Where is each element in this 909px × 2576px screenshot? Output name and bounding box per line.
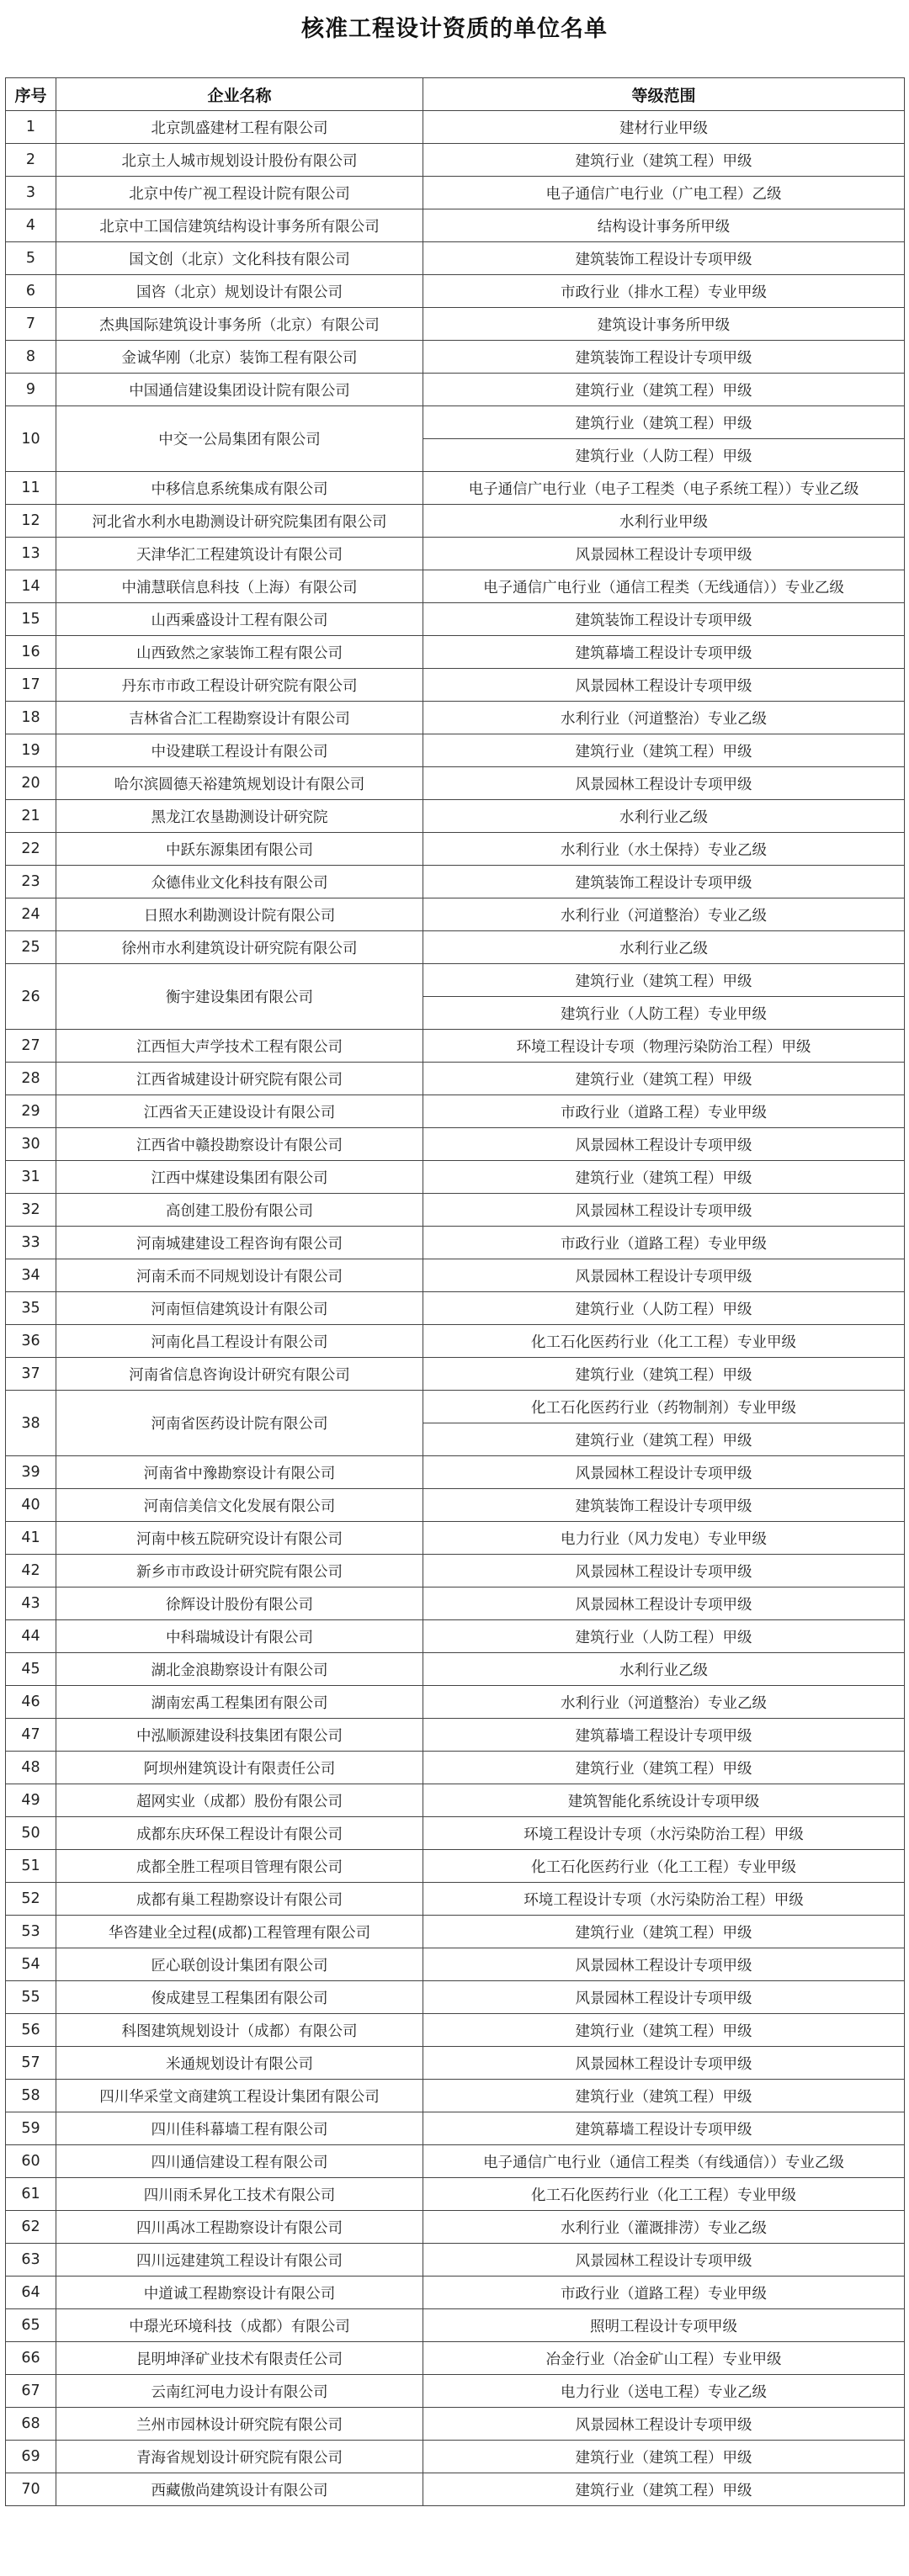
cell-qualification-scope: 风景园林工程设计专项甲级 <box>423 1981 905 2014</box>
cell-company-name: 哈尔滨圆德天裕建筑规划设计有限公司 <box>56 767 423 800</box>
cell-company-name: 中设建联工程设计有限公司 <box>56 734 423 767</box>
cell-serial-number: 20 <box>6 767 56 800</box>
cell-company-name: 湖北金浪勘察设计有限公司 <box>56 1653 423 1686</box>
cell-company-name: 阿坝州建筑设计有限责任公司 <box>56 1752 423 1784</box>
cell-company-name: 江西恒大声学技术工程有限公司 <box>56 1030 423 1063</box>
cell-company-name: 中跃东源集团有限公司 <box>56 833 423 866</box>
table-row <box>6 1194 905 1227</box>
cell-qualification-scope: 环境工程设计专项（物理污染防治工程）甲级 <box>423 1030 905 1063</box>
cell-serial-number: 40 <box>6 1489 56 1522</box>
cell-qualification-scope: 电力行业（风力发电）专业甲级 <box>423 1522 905 1555</box>
cell-company-name: 成都有巢工程勘察设计有限公司 <box>56 1883 423 1916</box>
cell-company-name: 成都全胜工程项目管理有限公司 <box>56 1850 423 1883</box>
table-row <box>6 1063 905 1095</box>
cell-company-name: 河北省水利水电勘测设计研究院集团有限公司 <box>56 505 423 538</box>
cell-company-name: 北京土人城市规划设计股份有限公司 <box>56 144 423 177</box>
cell-qualification-scope: 风景园林工程设计专项甲级 <box>423 1456 905 1489</box>
cell-company-name: 杰典国际建筑设计事务所（北京）有限公司 <box>56 308 423 341</box>
cell-company-name: 青海省规划设计研究院有限公司 <box>56 2441 423 2473</box>
cell-serial-number: 51 <box>6 1850 56 1883</box>
cell-company-name: 中道诚工程勘察设计有限公司 <box>56 2277 423 2309</box>
cell-company-name: 河南省医药设计院有限公司 <box>56 1391 423 1456</box>
cell-company-name: 河南化昌工程设计有限公司 <box>56 1325 423 1358</box>
cell-company-name: 河南省中豫勘察设计有限公司 <box>56 1456 423 1489</box>
cell-company-name: 兰州市园林设计研究院有限公司 <box>56 2408 423 2441</box>
cell-company-name: 华咨建业全过程(成都)工程管理有限公司 <box>56 1916 423 1948</box>
cell-company-name: 西藏傲尚建筑设计有限公司 <box>56 2473 423 2506</box>
cell-qualification-scope: 水利行业甲级 <box>423 505 905 538</box>
cell-qualification-scope: 建筑行业（建筑工程）甲级 <box>423 2441 905 2473</box>
cell-qualification-scope: 建筑行业（人防工程）甲级 <box>423 439 905 472</box>
cell-serial-number: 25 <box>6 931 56 964</box>
cell-serial-number: 37 <box>6 1358 56 1391</box>
table-row <box>6 472 905 505</box>
cell-serial-number: 56 <box>6 2014 56 2047</box>
cell-serial-number: 49 <box>6 1784 56 1817</box>
table-row <box>6 1391 905 1423</box>
table-row <box>6 702 905 734</box>
cell-qualification-scope: 建筑行业（建筑工程）甲级 <box>423 1358 905 1391</box>
table-row <box>6 1587 905 1620</box>
cell-serial-number: 14 <box>6 570 56 603</box>
cell-company-name: 成都东庆环保工程设计有限公司 <box>56 1817 423 1850</box>
cell-company-name: 河南省信息咨询设计研究有限公司 <box>56 1358 423 1391</box>
table-row <box>6 2145 905 2178</box>
cell-qualification-scope: 建筑行业（建筑工程）甲级 <box>423 1063 905 1095</box>
cell-serial-number: 6 <box>6 275 56 308</box>
cell-qualification-scope: 水利行业（河道整治）专业乙级 <box>423 702 905 734</box>
cell-qualification-scope: 建筑行业（人防工程）甲级 <box>423 1292 905 1325</box>
cell-serial-number: 59 <box>6 2112 56 2145</box>
cell-company-name: 河南信美信文化发展有限公司 <box>56 1489 423 1522</box>
cell-qualification-scope: 市政行业（道路工程）专业甲级 <box>423 2277 905 2309</box>
cell-company-name: 吉林省合汇工程勘察设计有限公司 <box>56 702 423 734</box>
table-row <box>6 800 905 833</box>
cell-serial-number: 41 <box>6 1522 56 1555</box>
table-row <box>6 2408 905 2441</box>
cell-company-name: 湖南宏禹工程集团有限公司 <box>56 1686 423 1719</box>
table-row <box>6 111 905 144</box>
cell-company-name: 衡宇建设集团有限公司 <box>56 964 423 1030</box>
cell-qualification-scope: 照明工程设计专项甲级 <box>423 2309 905 2342</box>
cell-serial-number: 66 <box>6 2342 56 2375</box>
table-row <box>6 1653 905 1686</box>
cell-qualification-scope: 风景园林工程设计专项甲级 <box>423 1259 905 1292</box>
cell-company-name: 四川佳科幕墙工程有限公司 <box>56 2112 423 2145</box>
cell-qualification-scope: 建筑幕墙工程设计专项甲级 <box>423 636 905 669</box>
table-row <box>6 374 905 406</box>
cell-company-name: 米通规划设计有限公司 <box>56 2047 423 2080</box>
cell-serial-number: 12 <box>6 505 56 538</box>
cell-qualification-scope: 建筑行业（人防工程）甲级 <box>423 1620 905 1653</box>
cell-qualification-scope: 风景园林工程设计专项甲级 <box>423 2408 905 2441</box>
table-row <box>6 1522 905 1555</box>
cell-serial-number: 21 <box>6 800 56 833</box>
cell-qualification-scope: 建筑行业（建筑工程）甲级 <box>423 2080 905 2112</box>
cell-company-name: 山西乘盛设计工程有限公司 <box>56 603 423 636</box>
cell-serial-number: 42 <box>6 1555 56 1587</box>
table-row <box>6 931 905 964</box>
cell-company-name: 四川雨禾昇化工技术有限公司 <box>56 2178 423 2211</box>
cell-qualification-scope: 风景园林工程设计专项甲级 <box>423 767 905 800</box>
table-body <box>6 111 905 2506</box>
cell-qualification-scope: 建筑行业（建筑工程）甲级 <box>423 734 905 767</box>
cell-company-name: 日照水利勘测设计院有限公司 <box>56 898 423 931</box>
table-row <box>6 1358 905 1391</box>
table-row <box>6 1883 905 1916</box>
cell-qualification-scope: 市政行业（道路工程）专业甲级 <box>423 1227 905 1259</box>
cell-company-name: 四川远建建筑工程设计有限公司 <box>56 2244 423 2277</box>
table-row <box>6 2473 905 2506</box>
cell-qualification-scope: 风景园林工程设计专项甲级 <box>423 1948 905 1981</box>
cell-serial-number: 1 <box>6 111 56 144</box>
table-row <box>6 1916 905 1948</box>
cell-serial-number: 11 <box>6 472 56 505</box>
cell-company-name: 中科瑞城设计有限公司 <box>56 1620 423 1653</box>
cell-qualification-scope: 风景园林工程设计专项甲级 <box>423 1555 905 1587</box>
cell-serial-number: 18 <box>6 702 56 734</box>
cell-serial-number: 55 <box>6 1981 56 2014</box>
cell-qualification-scope: 建筑行业（人防工程）专业甲级 <box>423 997 905 1030</box>
cell-qualification-scope: 建筑装饰工程设计专项甲级 <box>423 866 905 898</box>
cell-serial-number: 68 <box>6 2408 56 2441</box>
cell-qualification-scope: 建筑行业（建筑工程）甲级 <box>423 144 905 177</box>
cell-qualification-scope: 建筑装饰工程设计专项甲级 <box>423 242 905 275</box>
cell-company-name: 四川华采堂文商建筑工程设计集团有限公司 <box>56 2080 423 2112</box>
cell-qualification-scope: 建筑装饰工程设计专项甲级 <box>423 603 905 636</box>
table-row <box>6 177 905 209</box>
cell-serial-number: 67 <box>6 2375 56 2408</box>
table-row <box>6 308 905 341</box>
table-row <box>6 538 905 570</box>
cell-qualification-scope: 建筑行业（建筑工程）甲级 <box>423 1161 905 1194</box>
cell-serial-number: 38 <box>6 1391 56 1456</box>
table-row <box>6 2014 905 2047</box>
cell-qualification-scope: 电力行业（送电工程）专业乙级 <box>423 2375 905 2408</box>
cell-serial-number: 52 <box>6 1883 56 1916</box>
cell-serial-number: 17 <box>6 669 56 702</box>
table-row <box>6 603 905 636</box>
table-row <box>6 1686 905 1719</box>
cell-company-name: 中浦慧联信息科技（上海）有限公司 <box>56 570 423 603</box>
cell-serial-number: 47 <box>6 1719 56 1752</box>
cell-qualification-scope: 建筑行业（建筑工程）甲级 <box>423 374 905 406</box>
cell-serial-number: 4 <box>6 209 56 242</box>
cell-company-name: 江西省天正建设设计有限公司 <box>56 1095 423 1128</box>
table-row <box>6 767 905 800</box>
cell-company-name: 北京凯盛建材工程有限公司 <box>56 111 423 144</box>
table-row <box>6 2178 905 2211</box>
cell-serial-number: 26 <box>6 964 56 1030</box>
cell-qualification-scope: 风景园林工程设计专项甲级 <box>423 2047 905 2080</box>
cell-serial-number: 3 <box>6 177 56 209</box>
cell-company-name: 北京中传广视工程设计院有限公司 <box>56 177 423 209</box>
cell-serial-number: 54 <box>6 1948 56 1981</box>
cell-serial-number: 50 <box>6 1817 56 1850</box>
cell-qualification-scope: 建材行业甲级 <box>423 111 905 144</box>
cell-qualification-scope: 建筑行业（建筑工程）甲级 <box>423 964 905 997</box>
cell-qualification-scope: 风景园林工程设计专项甲级 <box>423 1587 905 1620</box>
cell-company-name: 江西中煤建设集团有限公司 <box>56 1161 423 1194</box>
cell-qualification-scope: 风景园林工程设计专项甲级 <box>423 669 905 702</box>
cell-company-name: 中国通信建设集团设计院有限公司 <box>56 374 423 406</box>
header-company-name: 企业名称 <box>56 78 423 111</box>
cell-qualification-scope: 建筑装饰工程设计专项甲级 <box>423 1489 905 1522</box>
cell-serial-number: 44 <box>6 1620 56 1653</box>
table-row <box>6 1259 905 1292</box>
cell-serial-number: 36 <box>6 1325 56 1358</box>
table-row <box>6 2342 905 2375</box>
cell-serial-number: 45 <box>6 1653 56 1686</box>
cell-qualification-scope: 建筑行业（建筑工程）甲级 <box>423 1752 905 1784</box>
cell-qualification-scope: 电子通信广电行业（电子工程类（电子系统工程））专业乙级 <box>423 472 905 505</box>
table-row <box>6 1948 905 1981</box>
cell-serial-number: 60 <box>6 2145 56 2178</box>
cell-qualification-scope: 化工石化医药行业（药物制剂）专业甲级 <box>423 1391 905 1423</box>
cell-company-name: 江西省中赣投勘察设计有限公司 <box>56 1128 423 1161</box>
cell-serial-number: 29 <box>6 1095 56 1128</box>
table-row <box>6 636 905 669</box>
cell-qualification-scope: 建筑行业（建筑工程）甲级 <box>423 1423 905 1456</box>
cell-serial-number: 15 <box>6 603 56 636</box>
cell-serial-number: 46 <box>6 1686 56 1719</box>
cell-company-name: 国文创（北京）文化科技有限公司 <box>56 242 423 275</box>
table-row <box>6 505 905 538</box>
cell-company-name: 河南中核五院研究设计有限公司 <box>56 1522 423 1555</box>
cell-qualification-scope: 环境工程设计专项（水污染防治工程）甲级 <box>423 1817 905 1850</box>
cell-qualification-scope: 化工石化医药行业（化工工程）专业甲级 <box>423 2178 905 2211</box>
cell-serial-number: 5 <box>6 242 56 275</box>
header-qualification-scope: 等级范围 <box>423 78 905 111</box>
cell-serial-number: 64 <box>6 2277 56 2309</box>
cell-qualification-scope: 建筑行业（建筑工程）甲级 <box>423 1916 905 1948</box>
cell-qualification-scope: 水利行业（水土保持）专业乙级 <box>423 833 905 866</box>
cell-company-name: 中交一公局集团有限公司 <box>56 406 423 472</box>
table-row <box>6 1555 905 1587</box>
cell-serial-number: 27 <box>6 1030 56 1063</box>
cell-serial-number: 70 <box>6 2473 56 2506</box>
table-row <box>6 1817 905 1850</box>
cell-qualification-scope: 化工石化医药行业（化工工程）专业甲级 <box>423 1850 905 1883</box>
cell-serial-number: 10 <box>6 406 56 472</box>
cell-serial-number: 24 <box>6 898 56 931</box>
cell-company-name: 金诚华刚（北京）装饰工程有限公司 <box>56 341 423 374</box>
table-row <box>6 2047 905 2080</box>
cell-company-name: 中泓顺源建设科技集团有限公司 <box>56 1719 423 1752</box>
cell-serial-number: 32 <box>6 1194 56 1227</box>
table-row <box>6 964 905 997</box>
cell-qualification-scope: 水利行业（河道整治）专业乙级 <box>423 1686 905 1719</box>
cell-qualification-scope: 结构设计事务所甲级 <box>423 209 905 242</box>
qualification-table <box>5 77 905 2506</box>
table-row <box>6 1095 905 1128</box>
cell-qualification-scope: 水利行业乙级 <box>423 1653 905 1686</box>
table-row <box>6 2080 905 2112</box>
table-row <box>6 2277 905 2309</box>
cell-qualification-scope: 化工石化医药行业（化工工程）专业甲级 <box>423 1325 905 1358</box>
cell-qualification-scope: 冶金行业（冶金矿山工程）专业甲级 <box>423 2342 905 2375</box>
cell-serial-number: 31 <box>6 1161 56 1194</box>
page-title: 核准工程设计资质的单位名单 <box>301 16 608 42</box>
table-row <box>6 1489 905 1522</box>
cell-company-name: 昆明坤泽矿业技术有限责任公司 <box>56 2342 423 2375</box>
cell-qualification-scope: 电子通信广电行业（通信工程类（无线通信））专业乙级 <box>423 570 905 603</box>
cell-company-name: 匠心联创设计集团有限公司 <box>56 1948 423 1981</box>
cell-qualification-scope: 水利行业（河道整治）专业乙级 <box>423 898 905 931</box>
cell-company-name: 四川禹冰工程勘察设计有限公司 <box>56 2211 423 2244</box>
cell-qualification-scope: 建筑幕墙工程设计专项甲级 <box>423 1719 905 1752</box>
cell-serial-number: 22 <box>6 833 56 866</box>
table-row <box>6 1128 905 1161</box>
cell-company-name: 新乡市市政设计研究院有限公司 <box>56 1555 423 1587</box>
table-row <box>6 1292 905 1325</box>
cell-qualification-scope: 建筑装饰工程设计专项甲级 <box>423 341 905 374</box>
cell-qualification-scope: 风景园林工程设计专项甲级 <box>423 538 905 570</box>
table-row <box>6 2244 905 2277</box>
cell-company-name: 中移信息系统集成有限公司 <box>56 472 423 505</box>
cell-company-name: 山西致然之家装饰工程有限公司 <box>56 636 423 669</box>
cell-qualification-scope: 环境工程设计专项（水污染防治工程）甲级 <box>423 1883 905 1916</box>
cell-qualification-scope: 建筑智能化系统设计专项甲级 <box>423 1784 905 1817</box>
cell-company-name: 徐州市水利建筑设计研究院有限公司 <box>56 931 423 964</box>
cell-company-name: 天津华汇工程建筑设计有限公司 <box>56 538 423 570</box>
cell-company-name: 四川通信建设工程有限公司 <box>56 2145 423 2178</box>
cell-serial-number: 65 <box>6 2309 56 2342</box>
cell-qualification-scope: 电子通信广电行业（广电工程）乙级 <box>423 177 905 209</box>
cell-serial-number: 2 <box>6 144 56 177</box>
cell-company-name: 众德伟业文化科技有限公司 <box>56 866 423 898</box>
table-row <box>6 242 905 275</box>
table-row <box>6 2211 905 2244</box>
table-row <box>6 406 905 439</box>
table-row <box>6 2309 905 2342</box>
table-row <box>6 898 905 931</box>
table-row <box>6 275 905 308</box>
cell-qualification-scope: 风景园林工程设计专项甲级 <box>423 1128 905 1161</box>
table-row <box>6 833 905 866</box>
cell-serial-number: 13 <box>6 538 56 570</box>
cell-serial-number: 39 <box>6 1456 56 1489</box>
header-serial-number: 序号 <box>6 78 56 111</box>
cell-company-name: 俊成建昱工程集团有限公司 <box>56 1981 423 2014</box>
cell-serial-number: 8 <box>6 341 56 374</box>
cell-serial-number: 28 <box>6 1063 56 1095</box>
cell-serial-number: 61 <box>6 2178 56 2211</box>
cell-qualification-scope: 风景园林工程设计专项甲级 <box>423 1194 905 1227</box>
table-row <box>6 144 905 177</box>
cell-company-name: 丹东市市政工程设计研究院有限公司 <box>56 669 423 702</box>
cell-company-name: 高创建工股份有限公司 <box>56 1194 423 1227</box>
table-row <box>6 209 905 242</box>
table-row <box>6 341 905 374</box>
cell-qualification-scope: 建筑设计事务所甲级 <box>423 308 905 341</box>
cell-qualification-scope: 建筑幕墙工程设计专项甲级 <box>423 2112 905 2145</box>
table-row <box>6 570 905 603</box>
cell-company-name: 黑龙江农垦勘测设计研究院 <box>56 800 423 833</box>
cell-serial-number: 16 <box>6 636 56 669</box>
cell-serial-number: 57 <box>6 2047 56 2080</box>
cell-company-name: 国咨（北京）规划设计有限公司 <box>56 275 423 308</box>
table-row <box>6 2441 905 2473</box>
cell-company-name: 科图建筑规划设计（成都）有限公司 <box>56 2014 423 2047</box>
table-row <box>6 1227 905 1259</box>
table-row <box>6 2112 905 2145</box>
cell-company-name: 徐辉设计股份有限公司 <box>56 1587 423 1620</box>
table-row <box>6 1981 905 2014</box>
table-row <box>6 1752 905 1784</box>
table-row <box>6 1784 905 1817</box>
table-row <box>6 734 905 767</box>
cell-serial-number: 62 <box>6 2211 56 2244</box>
table-row <box>6 1719 905 1752</box>
cell-company-name: 云南红河电力设计有限公司 <box>56 2375 423 2408</box>
cell-company-name: 北京中工国信建筑结构设计事务所有限公司 <box>56 209 423 242</box>
cell-serial-number: 30 <box>6 1128 56 1161</box>
table-row <box>6 2375 905 2408</box>
table-row <box>6 1850 905 1883</box>
table-row <box>6 1325 905 1358</box>
cell-serial-number: 19 <box>6 734 56 767</box>
cell-qualification-scope: 水利行业乙级 <box>423 931 905 964</box>
cell-qualification-scope: 电子通信广电行业（通信工程类（有线通信））专业乙级 <box>423 2145 905 2178</box>
cell-company-name: 河南禾而不同规划设计有限公司 <box>56 1259 423 1292</box>
table-row <box>6 1030 905 1063</box>
table-row <box>6 1161 905 1194</box>
table-row <box>6 1620 905 1653</box>
cell-serial-number: 9 <box>6 374 56 406</box>
cell-serial-number: 34 <box>6 1259 56 1292</box>
table-row <box>6 866 905 898</box>
cell-qualification-scope: 水利行业乙级 <box>423 800 905 833</box>
cell-qualification-scope: 水利行业（灌溉排涝）专业乙级 <box>423 2211 905 2244</box>
cell-serial-number: 48 <box>6 1752 56 1784</box>
cell-serial-number: 23 <box>6 866 56 898</box>
table-row <box>6 669 905 702</box>
cell-serial-number: 7 <box>6 308 56 341</box>
cell-qualification-scope: 建筑行业（建筑工程）甲级 <box>423 2014 905 2047</box>
cell-serial-number: 63 <box>6 2244 56 2277</box>
table-header-row <box>6 78 905 111</box>
cell-qualification-scope: 建筑行业（建筑工程）甲级 <box>423 2473 905 2506</box>
cell-serial-number: 35 <box>6 1292 56 1325</box>
cell-serial-number: 53 <box>6 1916 56 1948</box>
cell-qualification-scope: 风景园林工程设计专项甲级 <box>423 2244 905 2277</box>
cell-qualification-scope: 市政行业（道路工程）专业甲级 <box>423 1095 905 1128</box>
cell-serial-number: 69 <box>6 2441 56 2473</box>
cell-serial-number: 43 <box>6 1587 56 1620</box>
cell-qualification-scope: 建筑行业（建筑工程）甲级 <box>423 406 905 439</box>
cell-company-name: 中璟光环境科技（成都）有限公司 <box>56 2309 423 2342</box>
cell-company-name: 河南城建建设工程咨询有限公司 <box>56 1227 423 1259</box>
cell-serial-number: 33 <box>6 1227 56 1259</box>
cell-qualification-scope: 市政行业（排水工程）专业甲级 <box>423 275 905 308</box>
cell-company-name: 超网实业（成都）股份有限公司 <box>56 1784 423 1817</box>
table-row <box>6 1456 905 1489</box>
cell-serial-number: 58 <box>6 2080 56 2112</box>
cell-company-name: 河南恒信建筑设计有限公司 <box>56 1292 423 1325</box>
cell-company-name: 江西省城建设计研究院有限公司 <box>56 1063 423 1095</box>
